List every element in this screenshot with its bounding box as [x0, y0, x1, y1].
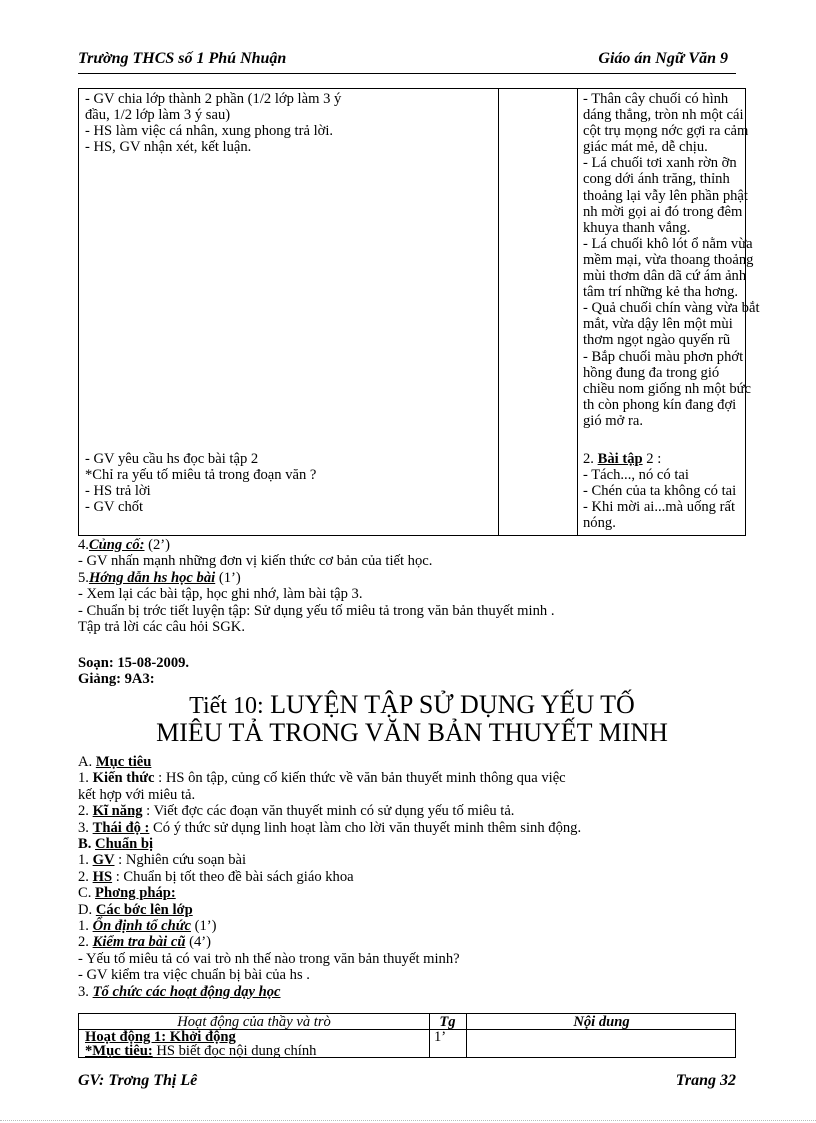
prep-date: Soạn: 15-08-2009.: [78, 655, 190, 671]
part-c-num: C.: [78, 885, 92, 902]
td-num: 3.: [78, 819, 89, 836]
exercise-2-rest: 2 :: [642, 451, 662, 467]
activity-block-2: [85, 451, 491, 515]
activity-line: - HS, GV nhận xét, kết luận.: [85, 139, 252, 156]
kt-num: 1.: [78, 770, 89, 787]
hs-text: : Chuẩn bị tốt theo đề bài sách giáo khoa: [112, 868, 354, 885]
exercise-2-heading: [583, 451, 741, 467]
header-rule: [78, 73, 736, 74]
lesson-dates: [78, 655, 189, 688]
table-header-row: [79, 1014, 735, 1030]
content-line: - Quả chuối chín vàng vừa bắt: [583, 300, 760, 317]
prep-teacher: [78, 852, 581, 868]
d1-num: 1.: [78, 918, 89, 935]
section-4-line: - GV nhấn mạnh những đơn vị kiến thức cơ bản của tiết học.: [78, 553, 433, 570]
part-b-num: B.: [78, 836, 92, 853]
d2-time: (4’): [185, 934, 211, 951]
step-3: [78, 984, 581, 1000]
lesson-title-text-1: LUYỆN TẬP SỬ DỤNG YẾU TỐ: [263, 690, 635, 719]
activity-line: - GV yêu cầu hs đọc bài tập 2: [85, 451, 259, 467]
part-a-num: A.: [78, 754, 93, 770]
objective-knowledge-cont: kết hợp với miêu tả.: [78, 786, 196, 803]
td-text: Có ý thức sử dụng linh hoạt làm cho lời văn thuyết minh thêm sinh động.: [149, 819, 582, 836]
d1-time: (1’): [190, 918, 217, 935]
part-d-num: D.: [78, 901, 93, 918]
step-2-question: - Yếu tố miêu tả có vai trò nh thế nào trong văn bản thuyết minh?: [78, 950, 460, 967]
content-line: cong dới ánh trăng, thỉnh: [583, 171, 730, 188]
content-line: mùi thơm dân dã cứ ám ảnh: [583, 268, 747, 285]
gv-label: GV: [92, 852, 115, 869]
header-activities: Hoạt động của thầy và trò: [177, 1014, 331, 1030]
kt-label: Kiến thức: [92, 770, 155, 787]
content-line: nh mời gọi ai đó trong đêm: [583, 203, 743, 220]
section-5-time: (1’): [215, 569, 241, 586]
content-line: - Khi mời ai...mà uống rất: [583, 499, 736, 516]
activity-line: - HS trả lời: [85, 483, 151, 500]
lesson-plan-body: [78, 754, 581, 1000]
activity-line: - GV chia lớp thành 2 phần (1/2 lớp làm 3 ý: [85, 91, 342, 107]
section-5-line: - Xem lại các bài tập, học ghi nhớ, làm bài tập 3.: [78, 586, 363, 603]
content-block-2: [583, 451, 741, 531]
d3-num: 3.: [78, 983, 89, 1000]
gv-text: : Nghiên cứu soạn bài: [114, 852, 247, 869]
table-divider: [429, 1014, 430, 1057]
step-2: [78, 934, 581, 950]
lesson-number: Tiết 10:: [189, 693, 264, 719]
content-line: thoảng lại vẫy lên phần phật: [583, 187, 748, 204]
objective-attitude: [78, 820, 581, 836]
section-5-heading: [78, 570, 554, 586]
content-line: - Lá chuối khô lót ổ nằm vừa: [583, 235, 753, 252]
lesson-title-line-1: [78, 690, 746, 721]
gv-num: 1.: [78, 852, 89, 869]
section-5-label: Hớng dẫn hs học bài: [88, 569, 216, 586]
step-2-check: - GV kiểm tra việc chuẩn bị bài của hs .: [78, 967, 310, 984]
content-line: - Bắp chuối màu phơn phớt: [583, 348, 744, 365]
lesson-table-continued: [78, 88, 760, 536]
content-line: cột trụ mọng nớc gợi ra cảm: [583, 123, 749, 140]
d2-label: Kiểm tra bài cũ: [92, 934, 186, 951]
activity-1-objective: [85, 1044, 316, 1058]
activity-line: *Chỉ ra yếu tố miêu tả trong đoạn văn ?: [85, 467, 317, 484]
exercise-2-label: Bài tập: [597, 451, 643, 467]
time-column: [499, 89, 578, 535]
teach-date: Giảng: 9A3:: [78, 671, 155, 688]
content-line: th còn phong kín đang đợi: [583, 396, 737, 413]
activity-line: - GV chốt: [85, 499, 144, 516]
page-edge: [0, 1120, 816, 1121]
part-a-label: Mục tiêu: [95, 754, 152, 770]
part-d-heading: [78, 902, 581, 918]
content-line: gió mở ra.: [583, 412, 643, 429]
content-block-1: [583, 91, 760, 429]
content-line: - Thân cây chuối có hình: [583, 91, 729, 107]
step-1: [78, 918, 581, 934]
part-c-heading: [78, 885, 581, 901]
activity-table: [78, 1013, 736, 1058]
content-line: dáng thẳng, tròn nh một cái: [583, 107, 744, 124]
objective-text: HS biết đọc nội dung chính: [152, 1043, 317, 1059]
content-line: giác mát mẻ, dễ chịu.: [583, 139, 708, 156]
content-column: [578, 89, 760, 535]
content-line: mềm mại, vừa thoang thoảng: [583, 251, 754, 268]
part-b-label: Chuẩn bị: [95, 836, 154, 853]
kn-label: Kĩ năng: [92, 803, 143, 820]
d2-num: 2.: [78, 934, 89, 951]
kn-text: : Viết đợc các đoạn văn thuyết minh có sử dụng yếu tố miêu tả.: [142, 803, 515, 820]
activity-1-title: Hoạt động 1: Khởi động: [85, 1029, 236, 1045]
part-c-label: Phơng pháp:: [95, 885, 176, 902]
header-school: Trường THCS số 1 Phú Nhuận: [78, 50, 287, 67]
objective-skill: [78, 803, 581, 819]
kn-num: 2.: [78, 803, 89, 820]
objective-knowledge: [78, 770, 581, 786]
d3-label: Tổ chức các hoạt động dạy học: [92, 983, 281, 1000]
part-d-label: Các bớc lên lớp: [95, 901, 193, 918]
content-line: tâm trí những kẻ tha hơng.: [583, 284, 739, 301]
teacher-student-column: [79, 89, 499, 535]
exercise-2-num: 2.: [583, 451, 594, 467]
section-4-heading: [78, 537, 554, 553]
content-line: mắt, vừa dậy lên một mùi: [583, 316, 733, 333]
content-line: - Lá chuối tơi xanh rờn ỡn: [583, 155, 737, 172]
header-subject: Giáo án Ngữ Văn 9: [598, 50, 728, 67]
activity-line: đầu, 1/2 lớp làm 3 ý sau): [85, 107, 231, 124]
activity-1-time: 1’: [434, 1029, 447, 1045]
section-4-num: 4.: [78, 537, 89, 553]
hs-label: HS: [92, 868, 113, 885]
content-line: thơm ngọt ngào quyến rũ: [583, 332, 731, 349]
d1-label: Ổn định tổ chức: [92, 918, 191, 935]
content-line: chiều nom giống nh một bức: [583, 380, 752, 397]
table-divider: [466, 1014, 467, 1057]
footer-page-number: Trang 32: [675, 1072, 736, 1089]
kt-text: : HS ôn tập, củng cố kiến thức về văn bản thuyết minh thông qua việc: [154, 770, 566, 787]
content-line: nóng.: [583, 515, 616, 532]
section-4-5: [78, 537, 554, 635]
section-4-label: Củng cố:: [88, 537, 145, 553]
part-b-heading: [78, 836, 581, 852]
part-a-heading: [78, 754, 581, 770]
footer-teacher: GV: Trơng Thị Lê: [78, 1072, 198, 1089]
section-4-time: (2’): [144, 537, 171, 553]
td-label: Thái độ :: [92, 819, 150, 836]
hs-num: 2.: [78, 868, 89, 885]
table-row: [85, 1030, 316, 1058]
objective-label: *Mục tiêu:: [85, 1043, 153, 1059]
content-line: hồng đung đa trong gió: [583, 364, 720, 381]
header-content: Nội dung: [573, 1014, 630, 1030]
section-5-line: Tập trả lời các câu hỏi SGK.: [78, 619, 245, 636]
activity-block-1: [85, 91, 491, 155]
section-5-line: - Chuẩn bị trớc tiết luyện tập: Sử dụng yếu tố miêu tả trong văn bản thuyết minh .: [78, 602, 555, 619]
content-line: - Tách..., nó có tai: [583, 467, 689, 484]
section-5-num: 5.: [78, 569, 89, 586]
content-line: - Chén của ta không có tai: [583, 483, 737, 500]
activity-line: - HS làm việc cá nhân, xung phong trả lời.: [85, 123, 334, 140]
prep-student: [78, 869, 581, 885]
content-line: khuya thanh vắng.: [583, 219, 691, 236]
header-time: Tg: [439, 1014, 456, 1030]
lesson-title-line-2: MIÊU TẢ TRONG VĂN BẢN THUYẾT MINH: [156, 718, 668, 747]
